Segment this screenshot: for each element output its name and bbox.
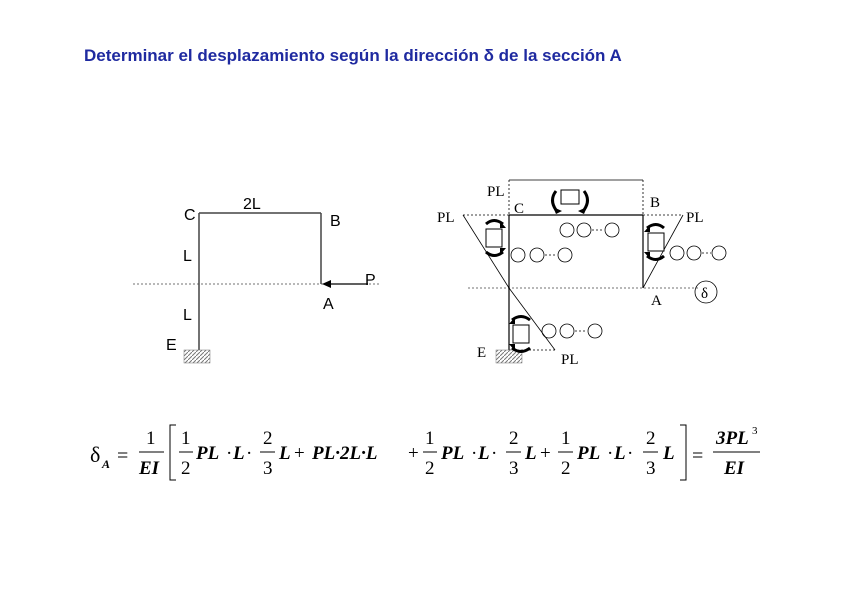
svg-text:·: ·: [627, 443, 634, 464]
moment-arrow-left: [486, 221, 506, 256]
sign-circles-beam: [560, 223, 619, 237]
label-pl-top: PL: [487, 184, 505, 200]
svg-text:L: L: [614, 443, 626, 464]
eq-equals-1: =: [117, 445, 129, 467]
eq-result-exp: 3: [752, 425, 758, 437]
svg-text:1: 1: [181, 428, 191, 449]
svg-text:L: L: [663, 443, 675, 464]
delta-label: δ: [701, 286, 709, 302]
svg-text:L: L: [525, 443, 537, 464]
svg-text:·: ·: [607, 443, 614, 464]
svg-text:2: 2: [425, 458, 435, 479]
sign-circles-bottom: [542, 324, 602, 338]
svg-text:3: 3: [263, 458, 273, 479]
label-c: C: [184, 207, 196, 224]
svg-text:+: +: [294, 443, 305, 464]
svg-text:L: L: [279, 443, 291, 464]
svg-text:2: 2: [509, 428, 519, 449]
svg-text:3: 3: [509, 458, 519, 479]
label-c-right: C: [514, 201, 525, 217]
svg-text:1: 1: [425, 428, 435, 449]
label-b: B: [330, 213, 341, 230]
sign-circles-right: [670, 246, 726, 260]
eq-result-num: 3PL: [716, 428, 749, 449]
label-b-right: B: [650, 195, 661, 211]
load-p-arrowhead: [322, 280, 331, 288]
eq-delta-sub: A: [102, 457, 111, 471]
svg-text:·: ·: [471, 443, 478, 464]
svg-text:2: 2: [561, 458, 571, 479]
label-pl-right: PL: [686, 210, 704, 226]
svg-text:PL·2L·L: PL·2L·L: [312, 443, 378, 464]
label-pl-bottom: PL: [561, 352, 579, 368]
sign-circles-left: [511, 248, 572, 262]
svg-text:L: L: [233, 443, 245, 464]
page-title: Determinar el desplazamiento según la dirección δ de la sección A: [84, 46, 622, 65]
svg-text:3: 3: [646, 458, 656, 479]
svg-text:2: 2: [646, 428, 656, 449]
svg-text:+: +: [540, 443, 551, 464]
svg-text:2: 2: [263, 428, 273, 449]
svg-text:·: ·: [491, 443, 498, 464]
moment-arrow-top: [553, 190, 588, 214]
label-l-bottom: L: [183, 307, 192, 324]
svg-text:·: ·: [226, 443, 233, 464]
moment-arrow-right: [644, 225, 664, 260]
label-e: E: [166, 337, 177, 354]
eq-equals-2: =: [692, 445, 704, 467]
label-a: A: [323, 296, 334, 313]
eq-frac-ei: EI: [139, 458, 160, 479]
moment-arrow-bottom: [509, 317, 530, 352]
eq-result-den: EI: [724, 458, 745, 479]
svg-text:2: 2: [181, 458, 191, 479]
label-pl-left: PL: [437, 210, 455, 226]
svg-text:PL: PL: [441, 443, 465, 464]
svg-text:+: +: [408, 443, 419, 464]
svg-text:1: 1: [561, 428, 571, 449]
label-e-right: E: [477, 345, 487, 361]
eq-frac-one: 1: [146, 428, 156, 449]
fixed-support-e: [184, 350, 210, 363]
label-2l: 2L: [243, 196, 261, 213]
svg-text:PL: PL: [196, 443, 220, 464]
label-p: P: [365, 272, 376, 289]
svg-text:L: L: [478, 443, 490, 464]
svg-text:PL: PL: [577, 443, 601, 464]
eq-delta: δ: [90, 442, 101, 467]
moment-diagram: [437, 180, 726, 368]
svg-text:·: ·: [246, 443, 253, 464]
deflection-equation: [90, 425, 760, 480]
frame-structure: [133, 196, 380, 363]
label-l-top: L: [183, 248, 192, 265]
label-a-right: A: [651, 293, 662, 309]
